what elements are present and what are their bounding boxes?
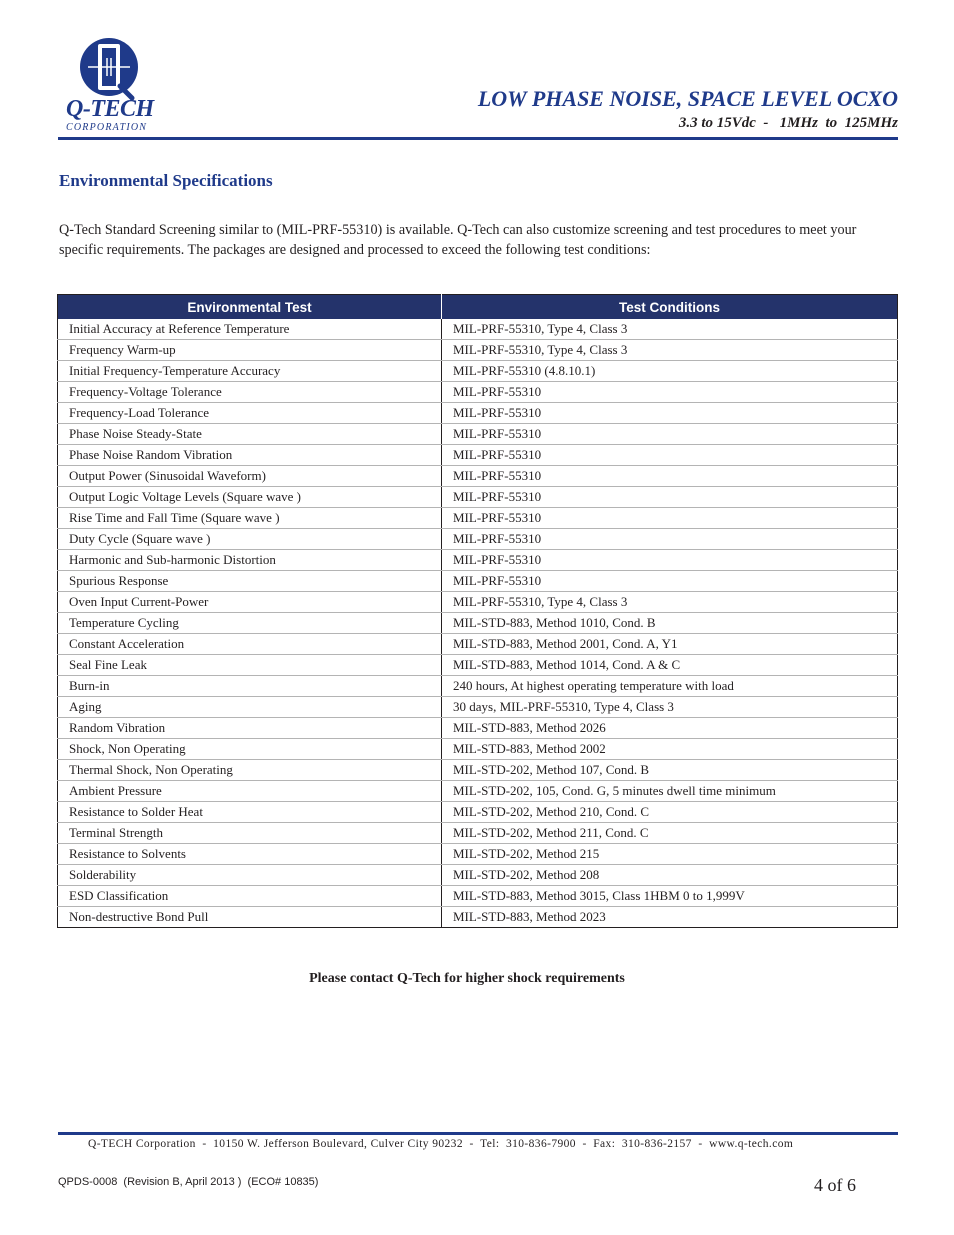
test-name: Thermal Shock, Non Operating [58, 760, 442, 781]
test-name: Seal Fine Leak [58, 655, 442, 676]
table-row [58, 613, 898, 634]
environmental-spec-table [57, 294, 898, 928]
table-row [58, 445, 898, 466]
column-header-test: Environmental Test [58, 295, 442, 320]
test-condition: MIL-STD-202, Method 210, Cond. C [442, 802, 898, 823]
table-row [58, 718, 898, 739]
test-condition: MIL-PRF-55310, Type 4, Class 3 [442, 592, 898, 613]
table-row [58, 865, 898, 886]
test-name: Shock, Non Operating [58, 739, 442, 760]
table-row [58, 382, 898, 403]
column-header-conditions: Test Conditions [442, 295, 898, 320]
table-row [58, 781, 898, 802]
test-condition: MIL-STD-202, 105, Cond. G, 5 minutes dwell time minimum [442, 781, 898, 802]
test-name: Initial Frequency-Temperature Accuracy [58, 361, 442, 382]
test-condition: MIL-STD-202, Method 208 [442, 865, 898, 886]
table-row [58, 802, 898, 823]
table-row [58, 655, 898, 676]
test-name: Frequency Warm-up [58, 340, 442, 361]
test-condition: MIL-STD-883, Method 2001, Cond. A, Y1 [442, 634, 898, 655]
table-row [58, 907, 898, 928]
table-row [58, 529, 898, 550]
test-condition: MIL-PRF-55310 [442, 571, 898, 592]
test-name: Solderability [58, 865, 442, 886]
test-condition: MIL-PRF-55310 (4.8.10.1) [442, 361, 898, 382]
table-row [58, 697, 898, 718]
footer-address: Q-TECH Corporation - 10150 W. Jefferson Boulevard, Culver City 90232 - Tel: 310-836-7900 - Fax: 310-836-2157 - www.q-tech.com [88, 1138, 794, 1150]
test-condition: 30 days, MIL-PRF-55310, Type 4, Class 3 [442, 697, 898, 718]
test-name: Frequency-Load Tolerance [58, 403, 442, 424]
table-row [58, 403, 898, 424]
q-tech-logo-icon [76, 36, 142, 102]
test-condition: MIL-STD-883, Method 2002 [442, 739, 898, 760]
test-condition: MIL-STD-883, Method 1010, Cond. B [442, 613, 898, 634]
test-name: Spurious Response [58, 571, 442, 592]
table-row [58, 823, 898, 844]
test-condition: MIL-STD-883, Method 3015, Class 1HBM 0 to 1,999V [442, 886, 898, 907]
section-title: Environmental Specifications [59, 171, 273, 190]
logo-wordmark: Q-TECH [66, 96, 154, 122]
test-condition: MIL-PRF-55310 [442, 466, 898, 487]
table-row [58, 634, 898, 655]
table-row [58, 340, 898, 361]
test-condition: MIL-PRF-55310, Type 4, Class 3 [442, 319, 898, 340]
company-logo [62, 36, 162, 136]
page-number: 4 of 6 [814, 1175, 856, 1195]
test-name: Terminal Strength [58, 823, 442, 844]
test-name: Harmonic and Sub-harmonic Distortion [58, 550, 442, 571]
test-condition: MIL-PRF-55310 [442, 529, 898, 550]
test-condition: 240 hours, At highest operating temperature with load [442, 676, 898, 697]
test-name: Duty Cycle (Square wave ) [58, 529, 442, 550]
test-name: Oven Input Current-Power [58, 592, 442, 613]
table-row [58, 487, 898, 508]
test-name: Temperature Cycling [58, 613, 442, 634]
footer-divider [58, 1132, 898, 1135]
test-name: Output Power (Sinusoidal Waveform) [58, 466, 442, 487]
intro-paragraph: Q-Tech Standard Screening similar to (MIL-PRF-55310) is available. Q-Tech can also customize screening and test procedures to meet your specific requirements. The packages are designed and processed to exceed the following test conditions: [59, 222, 857, 258]
test-condition: MIL-PRF-55310, Type 4, Class 3 [442, 340, 898, 361]
test-name: Resistance to Solder Heat [58, 802, 442, 823]
test-condition: MIL-STD-883, Method 2023 [453, 909, 606, 924]
test-name: ESD Classification [58, 886, 442, 907]
test-name: Burn-in [58, 676, 442, 697]
header-divider [58, 137, 898, 140]
test-condition: MIL-PRF-55310 [442, 508, 898, 529]
shock-requirements-note: Please contact Q-Tech for higher shock requirements [309, 971, 625, 986]
test-condition: MIL-STD-202, Method 215 [442, 844, 898, 865]
table-row [58, 886, 898, 907]
test-condition: MIL-STD-202, Method 211, Cond. C [442, 823, 898, 844]
test-name: Non-destructive Bond Pull [58, 907, 442, 928]
table-row [58, 361, 898, 382]
test-condition: MIL-PRF-55310 [442, 487, 898, 508]
test-name: Aging [58, 697, 442, 718]
test-condition: MIL-PRF-55310 [442, 403, 898, 424]
test-condition: MIL-PRF-55310 [442, 550, 898, 571]
test-name: Resistance to Solvents [58, 844, 442, 865]
table-row [58, 592, 898, 613]
test-condition: MIL-PRF-55310 [442, 382, 898, 403]
test-name: Phase Noise Random Vibration [58, 445, 442, 466]
logo-corporation: CORPORATION [66, 122, 148, 133]
table-header-row [58, 295, 898, 320]
table-row [58, 760, 898, 781]
document-revision: QPDS-0008 (Revision B, April 2013 ) (ECO# 10835) [58, 1176, 319, 1188]
table-row [58, 844, 898, 865]
test-condition: MIL-PRF-55310 [442, 445, 898, 466]
table-row [58, 466, 898, 487]
test-name: Rise Time and Fall Time (Square wave ) [58, 508, 442, 529]
test-condition: MIL-PRF-55310 [442, 424, 898, 445]
table-row [58, 676, 898, 697]
table-row [58, 739, 898, 760]
test-condition: MIL-STD-202, Method 107, Cond. B [442, 760, 898, 781]
test-name: Frequency-Voltage Tolerance [58, 382, 442, 403]
table-row [58, 550, 898, 571]
table-row [58, 424, 898, 445]
test-condition: MIL-STD-883, Method 2026 [442, 718, 898, 739]
document-subtitle: 3.3 to 15Vdc - 1MHz to 125MHz [678, 115, 898, 131]
table-row [58, 508, 898, 529]
document-title: LOW PHASE NOISE, SPACE LEVEL OCXO [477, 86, 898, 111]
test-name: Phase Noise Steady-State [58, 424, 442, 445]
test-condition: MIL-STD-883, Method 1014, Cond. A & C [442, 655, 898, 676]
test-name: Initial Accuracy at Reference Temperature [58, 319, 442, 340]
table-row [58, 571, 898, 592]
test-name: Output Logic Voltage Levels (Square wave ) [58, 487, 442, 508]
test-name: Random Vibration [58, 718, 442, 739]
table-row [58, 319, 898, 340]
test-name: Ambient Pressure [58, 781, 442, 802]
test-name: Constant Acceleration [58, 634, 442, 655]
